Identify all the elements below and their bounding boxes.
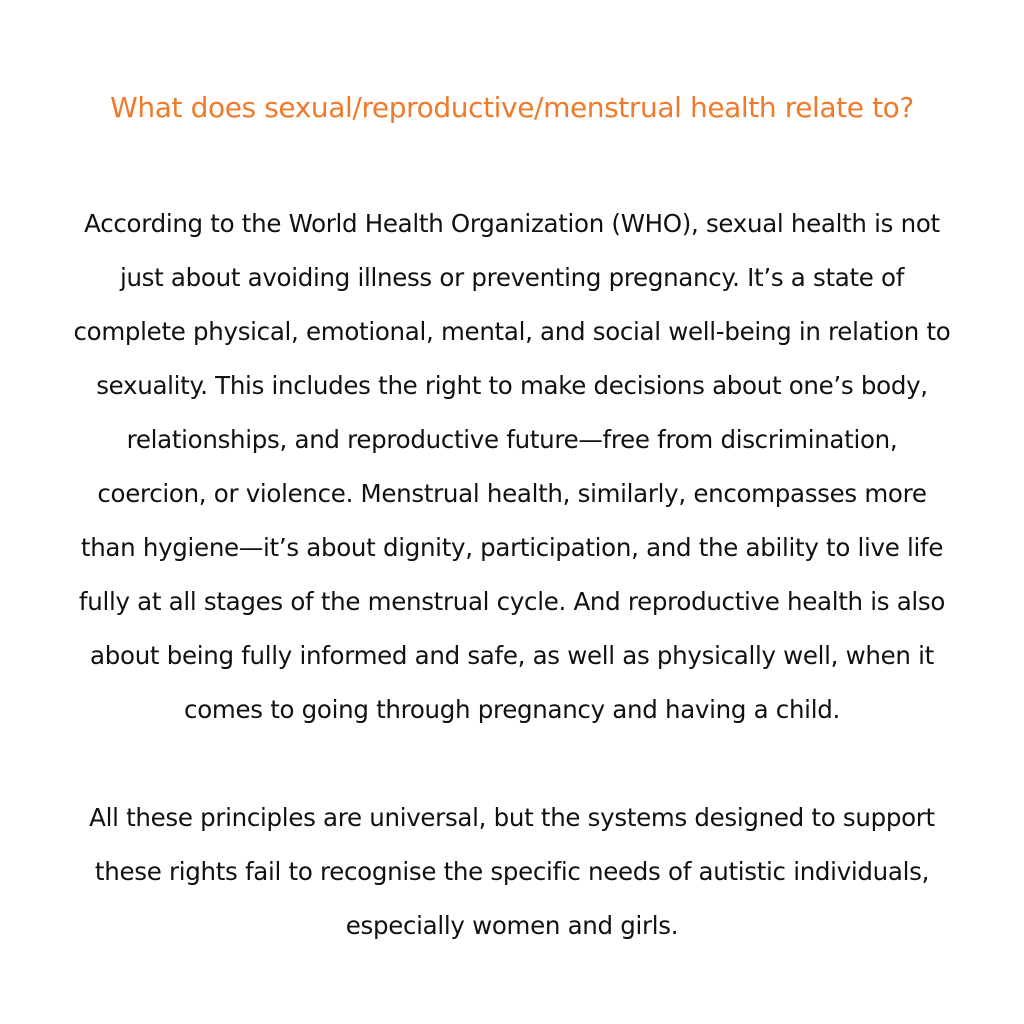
page-title: What does sexual/reproductive/menstrual health relate to? — [110, 91, 914, 124]
paragraph-autistic-needs: All these principles are universal, but the systems designed to support these rights fail to recognise the specific needs of autistic individuals, especially women and girls. — [89, 803, 935, 940]
paragraph-who-definition: According to the World Health Organization (WHO), sexual health is not just about avoiding illness or preventing pregnancy. It’s a state of complete physical, emotional, mental, and social well-being in relation to sexuality. This includes the right to make decisions about one’s body, relationships, and reproductive future—free from discrimination, coercion, or violence. Menstrual health, similarly, encompasses more than hygiene—it’s about dignity, participation, and the ability to live life fully at all stages of the menstrual cycle. And reproductive health is also about being fully informed and safe, as well as physically well, when it comes to going through pregnancy and having a child. — [73, 209, 951, 724]
